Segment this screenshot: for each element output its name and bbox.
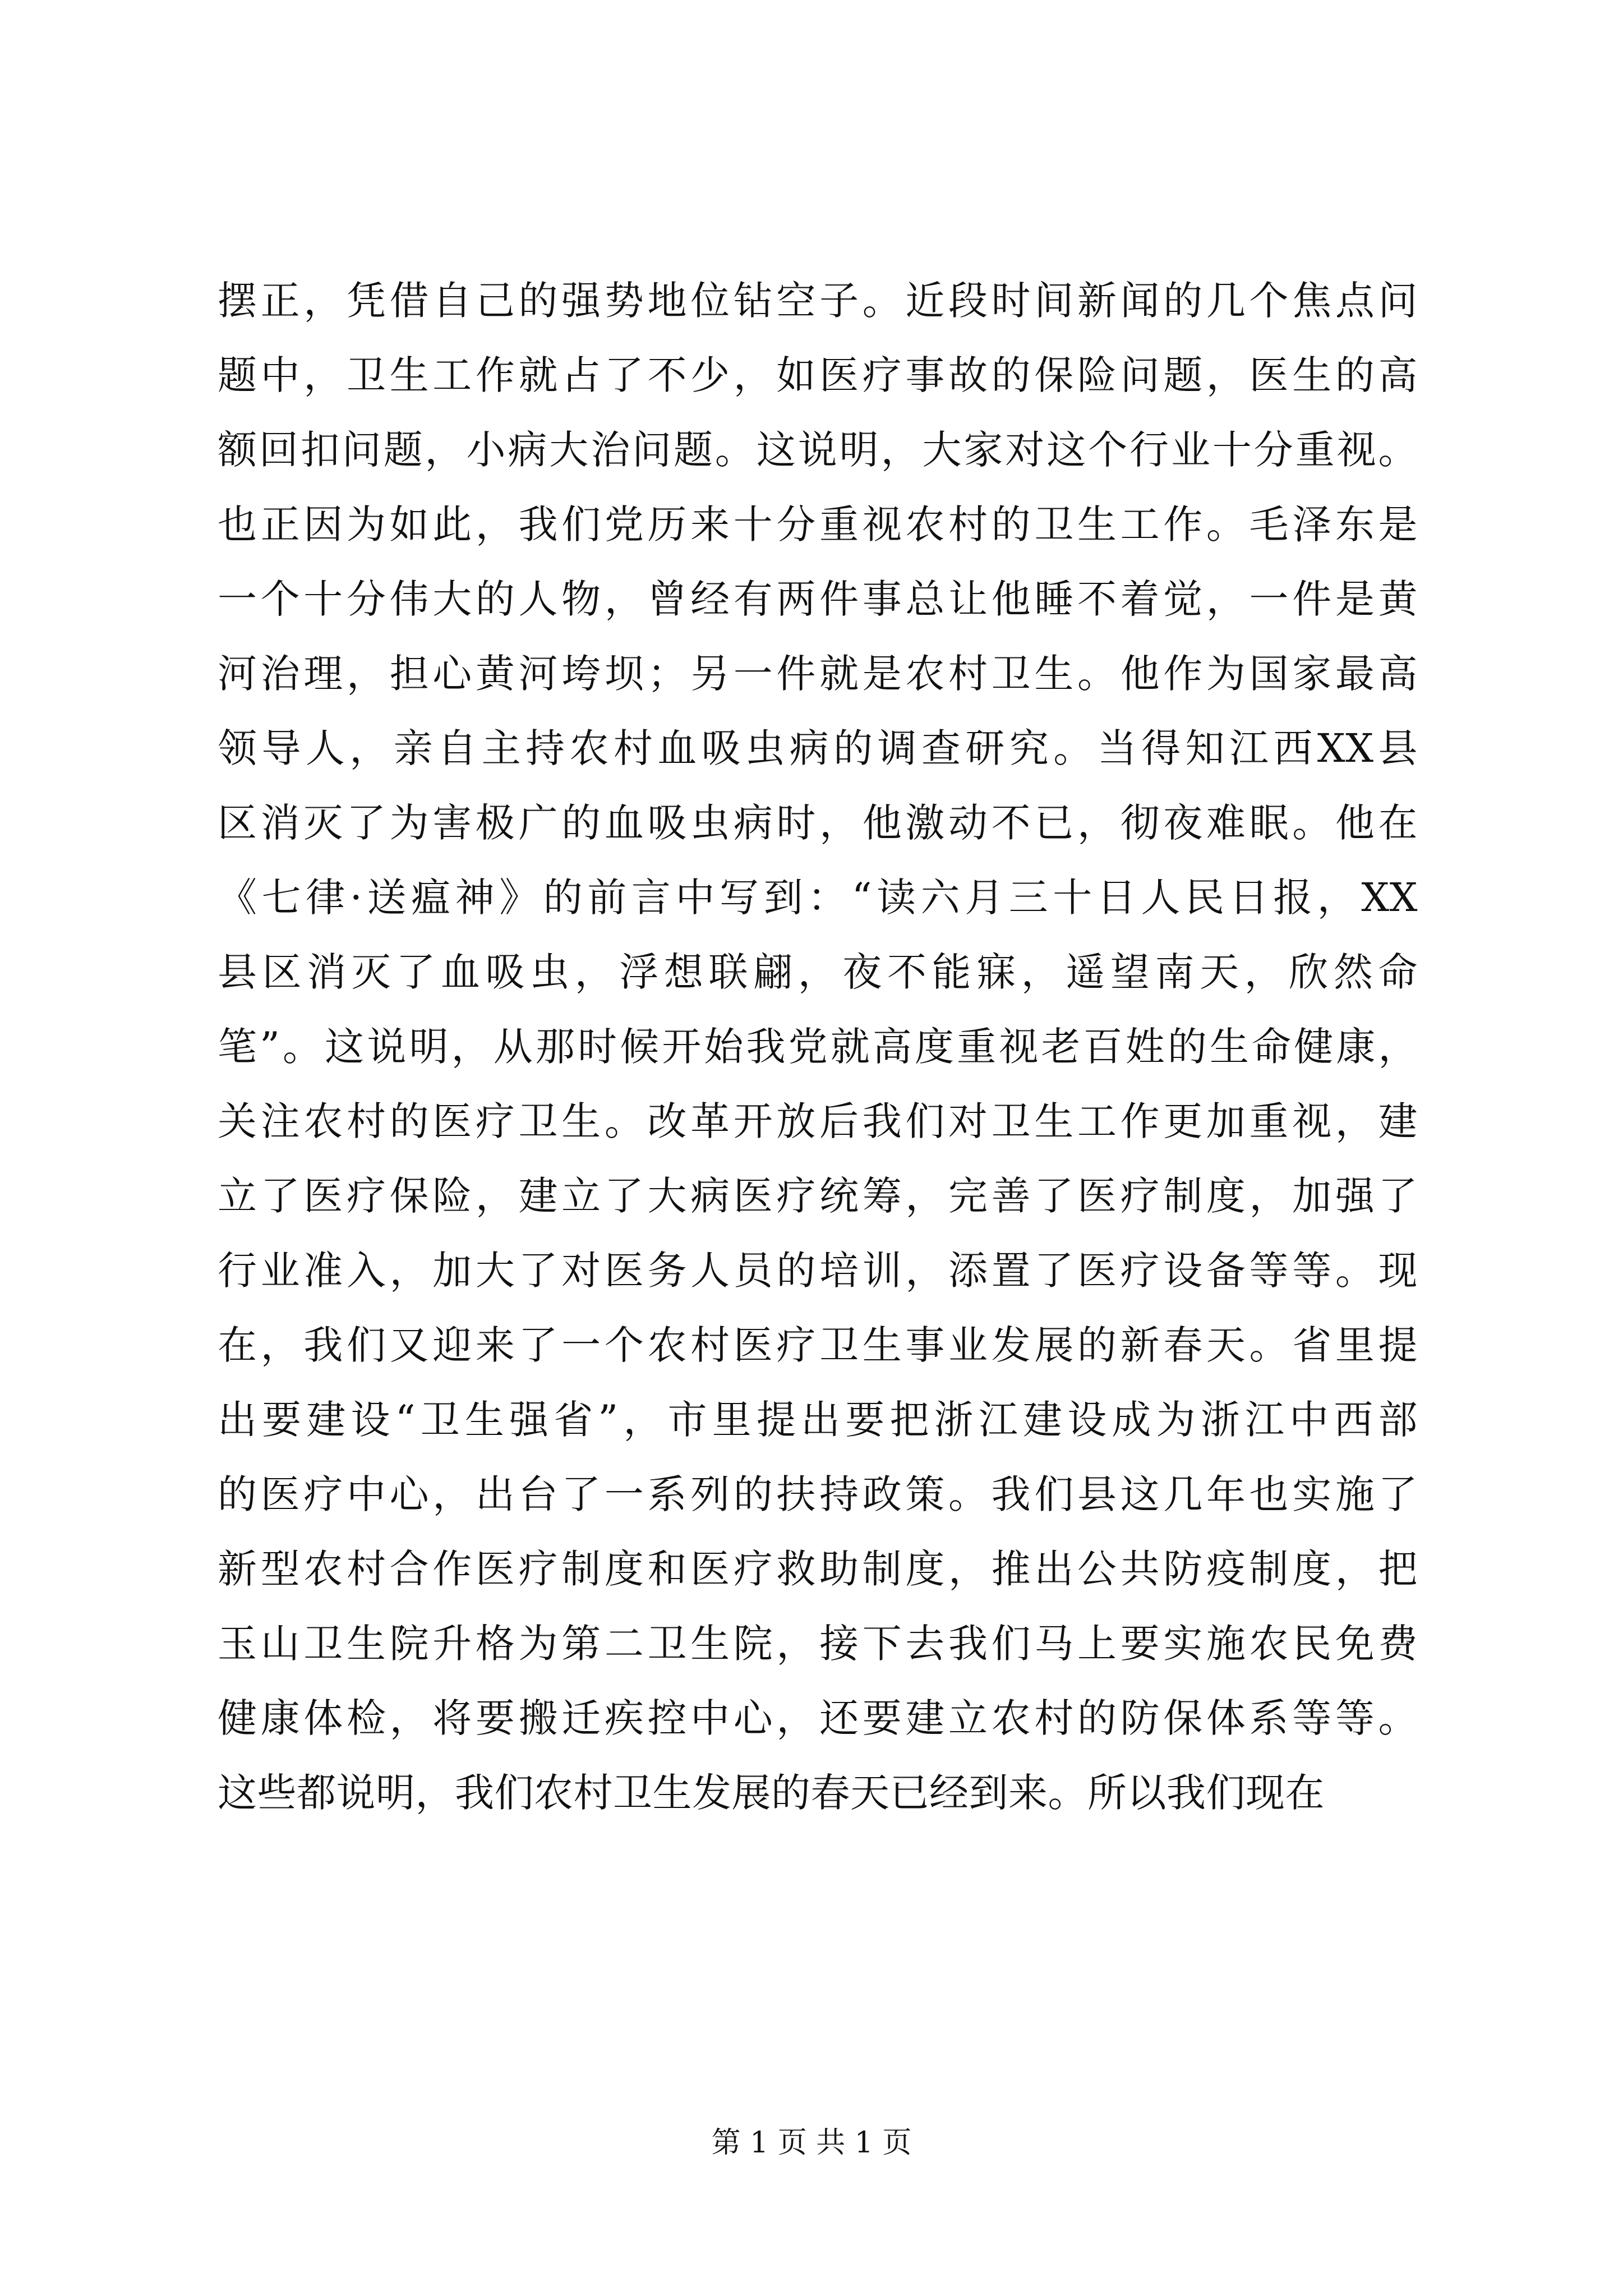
- text-line-15: 在，我们又迎来了一个农村医疗卫生事业发展的新春天。省里提: [218, 1322, 1418, 1368]
- text-line-16: 出要建设“卫生强省”，市里提出要把浙江建设成为浙江中西部: [218, 1397, 1418, 1443]
- text-line-7: 领导人，亲自主持农村血吸虫病的调查研究。当得知江西XX县: [218, 725, 1418, 771]
- text-line-4: 也正因为如此，我们党历来十分重视农村的卫生工作。毛泽东是: [218, 501, 1418, 547]
- text-line-12: 关注农村的医疗卫生。改革开放后我们对卫生工作更加重视，建: [218, 1098, 1418, 1144]
- text-line-14: 行业准入，加大了对医务人员的培训，添置了医疗设备等等。现: [218, 1248, 1418, 1294]
- text-line-10: 县区消灭了血吸虫，浮想联翩，夜不能寐，遥望南天，欣然命: [218, 949, 1418, 995]
- text-line-1: 摆正，凭借自己的强势地位钻空子。近段时间新闻的几个焦点问: [218, 278, 1418, 324]
- text-line-5: 一个十分伟大的人物，曾经有两件事总让他睡不着觉，一件是黄: [218, 576, 1418, 622]
- text-line-8: 区消灭了为害极广的血吸虫病时，他激动不已，彻夜难眠。他在: [218, 800, 1418, 846]
- text-line-17: 的医疗中心，出台了一系列的扶持政策。我们县这几年也实施了: [218, 1471, 1418, 1517]
- text-line-3: 额回扣问题，小病大治问题。这说明，大家对这个行业十分重视。: [218, 427, 1418, 473]
- text-line-19: 玉山卫生院升格为第二卫生院，接下去我们马上要实施农民免费: [218, 1621, 1418, 1667]
- text-line-9: 《七律·送瘟神》的前言中写到：“读六月三十日人民日报，XX: [218, 875, 1418, 921]
- body-text: [218, 264, 1418, 1830]
- text-line-11: 笔”。这说明，从那时候开始我党就高度重视老百姓的生命健康，: [218, 1024, 1418, 1070]
- text-line-2: 题中，卫生工作就占了不少，如医疗事故的保险问题，医生的高: [218, 352, 1418, 398]
- text-line-13: 立了医疗保险，建立了大病医疗统筹，完善了医疗制度，加强了: [218, 1173, 1418, 1219]
- text-line-21: 这些都说明，我们农村卫生发展的春天已经到来。所以我们现在: [218, 1770, 1325, 1816]
- text-line-20: 健康体检，将要搬迁疾控中心，还要建立农村的防保体系等等。: [218, 1695, 1418, 1741]
- text-line-18: 新型农村合作医疗制度和医疗救助制度，推出公共防疫制度，把: [218, 1546, 1418, 1592]
- page-footer: 第 1 页 共 1 页: [711, 2126, 912, 2160]
- text-line-6: 河治理，担心黄河垮坝；另一件就是农村卫生。他作为国家最高: [218, 651, 1418, 697]
